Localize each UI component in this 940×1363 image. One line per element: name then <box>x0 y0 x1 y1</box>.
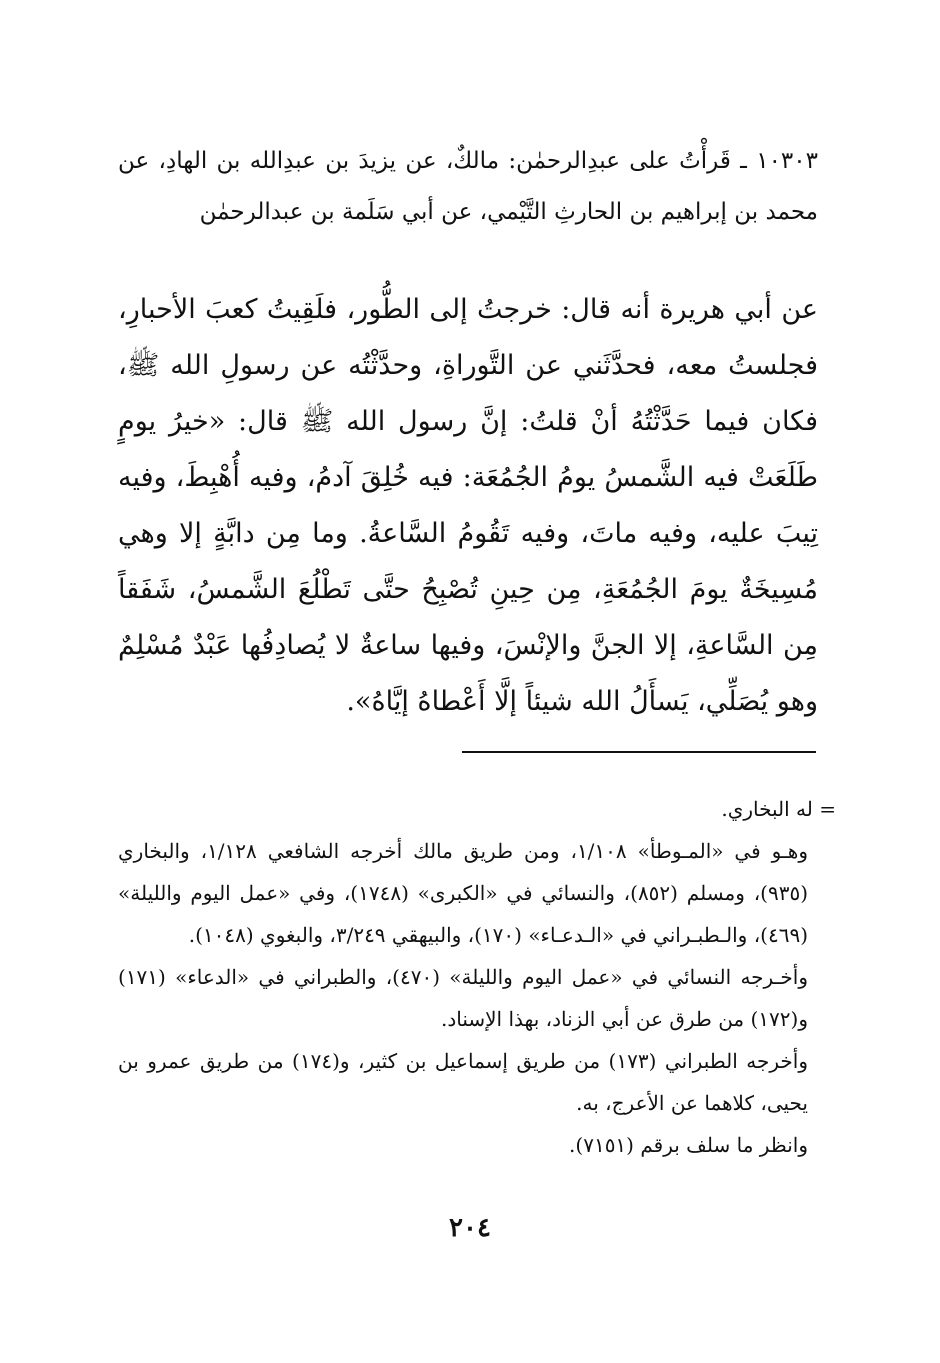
footnote-paragraph: وأخـرجه النسائي في «عمل اليوم والليلة» (٤٧٠)، والطبراني في «الدعاء» (١٧١) و(١٧٢) من طرق عن أبي الزناد، بهذا الإسناد. <box>118 965 808 1031</box>
footnote-paragraph: وانظر ما سلف برقم (٧١٥١). <box>569 1133 808 1157</box>
hadith-isnad: ١٠٣٠٣ ـ قَرأْتُ على عبدِالرحمٰن: مالكٌ، عن يزيدَ بن عبدِالله بن الهادِ، عن محمد بن إبراهيم بن الحارثِ التَّيْمي، عن أبي سَلَمة بن عبدالرحمٰن <box>118 148 818 225</box>
footnote-paragraph: وهـو في «المـوطأ» ١/١٠٨، ومن طريق مالك أخرجه الشافعي ١/١٢٨، والبخاري (٩٣٥)، ومسلم (٨٥٢)، والنسائي في «الكبرى» (١٧٤٨)، وفي «عمل اليوم والليلة» (٤٦٩)، والـطبـراني في «الـدعـاء» (١٧٠)، والبيهقي ٣/٢٤٩، والبغوي (١٠٤٨). <box>118 839 808 947</box>
hadith-matn: عن أبي هريرة أنه قال: خرجتُ إلى الطُّور، فلَقِيتُ كعبَ الأحبارِ، فجلستُ معه، فحدَّثَني عن التَّوراةِ، وحدَّثْتُه عن رسولِ الله ﷺ، فكان فيما حَدَّثْتُهُ أنْ قلتُ: إنَّ رسول الله ﷺ قال: «خيرُ يومٍ طَلَعَتْ فيه الشَّمسُ يومُ الجُمُعَة: فيه خُلِقَ آدمُ، وفيه أُهْبِطَ، وفيه تِيبَ عليه، وفيه ماتَ، وفيه تَقُومُ السَّاعةُ. وما مِن دابَّةٍ إلا وهي مُسِيخَةٌ يومَ الجُمُعَةِ، مِن حِينِ تُصْبِحُ حتَّى تَطْلُعَ الشَّمسُ، شَفَقاً مِن السَّاعةِ، إلا الجنَّ والإنْسَ، وفيها ساعةٌ لا يُصادِفُها عَبْدٌ مُسْلِمٌ وهو يُصَلِّي، يَسأَلُ الله شيئاً إلَّا أَعْطاهُ إيَّاهُ». <box>118 294 818 717</box>
footnotes <box>118 788 836 1166</box>
page-number: ٢٠٤ <box>449 1213 491 1243</box>
footnote-paragraph: وأخرجه الطبراني (١٧٣) من طريق إسماعيل بن كثير، و(١٧٤) من طريق عمرو بن يحيى، كلاهما عن الأعرج، به. <box>118 1049 808 1115</box>
footnote-separator <box>462 751 816 753</box>
footnote-continuation: = له البخاري. <box>721 797 836 821</box>
